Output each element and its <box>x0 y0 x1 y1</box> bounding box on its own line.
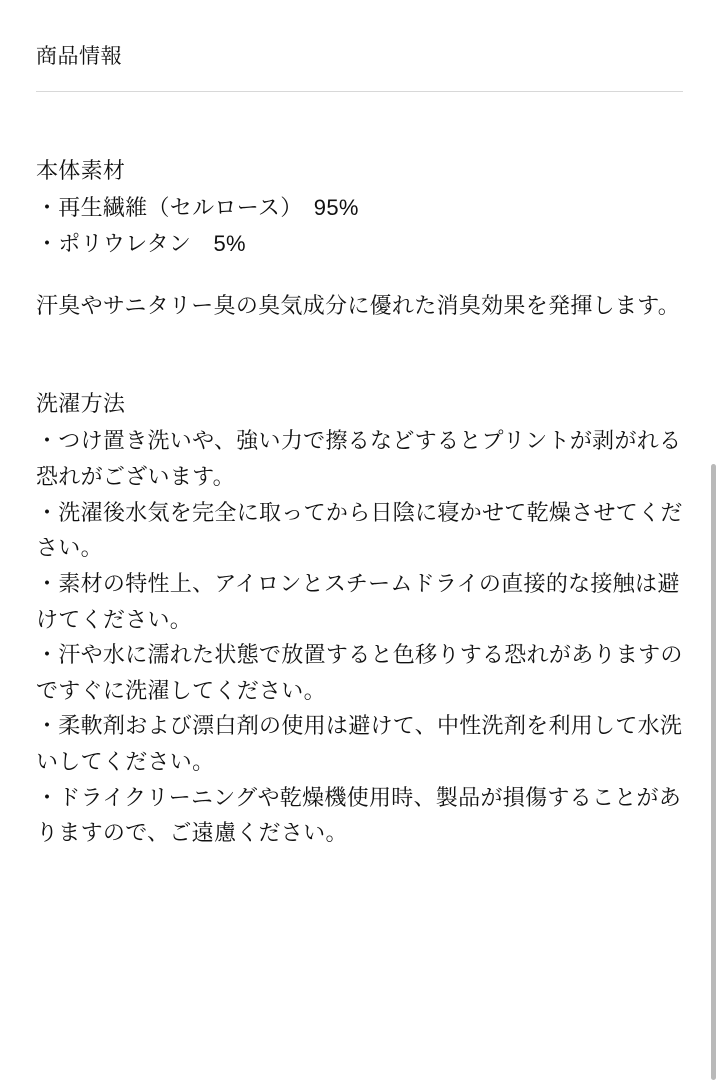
vertical-scrollbar-thumb[interactable] <box>711 464 716 1080</box>
material-line-1: ・再生繊維（セルロース） 95% <box>36 195 359 221</box>
washing-line-1: ・つけ置き洗いや、強い力で擦るなどするとプリントが剥がれる恐れがございます。 <box>36 428 682 490</box>
washing-line-2: ・洗濯後水気を完全に取ってから日陰に寝かせて乾燥させてください。 <box>36 499 683 561</box>
material-heading: 本体素材 <box>36 158 126 184</box>
deodorant-section <box>36 288 683 324</box>
title-divider <box>36 91 683 92</box>
deodorant-paragraph: 汗臭やサニタリー臭の臭気成分に優れた消臭効果を発揮します。 <box>36 292 681 318</box>
product-info-content <box>36 100 683 851</box>
washing-line-5: ・柔軟剤および漂白剤の使用は避けて、中性洗剤を利用して水洗いしてください。 <box>36 713 683 775</box>
washing-line-4: ・汗や水に濡れた状態で放置すると色移りする恐れがありますのですぐに洗濯してください。 <box>36 642 683 703</box>
washing-line-6: ・ドライクリーニングや乾燥機使用時、製品が損傷することがありますので、ご遠慮ください。 <box>36 784 682 846</box>
material-line-2: ・ポリウレタン 5% <box>36 231 246 257</box>
washing-section <box>36 387 683 851</box>
page-title: 商品情報 <box>36 45 122 68</box>
material-section <box>36 154 683 261</box>
washing-heading: 洗濯方法 <box>36 391 126 417</box>
washing-line-3: ・素材の特性上、アイロンとスチームドライの直接的な接触は避けてください。 <box>36 570 680 632</box>
